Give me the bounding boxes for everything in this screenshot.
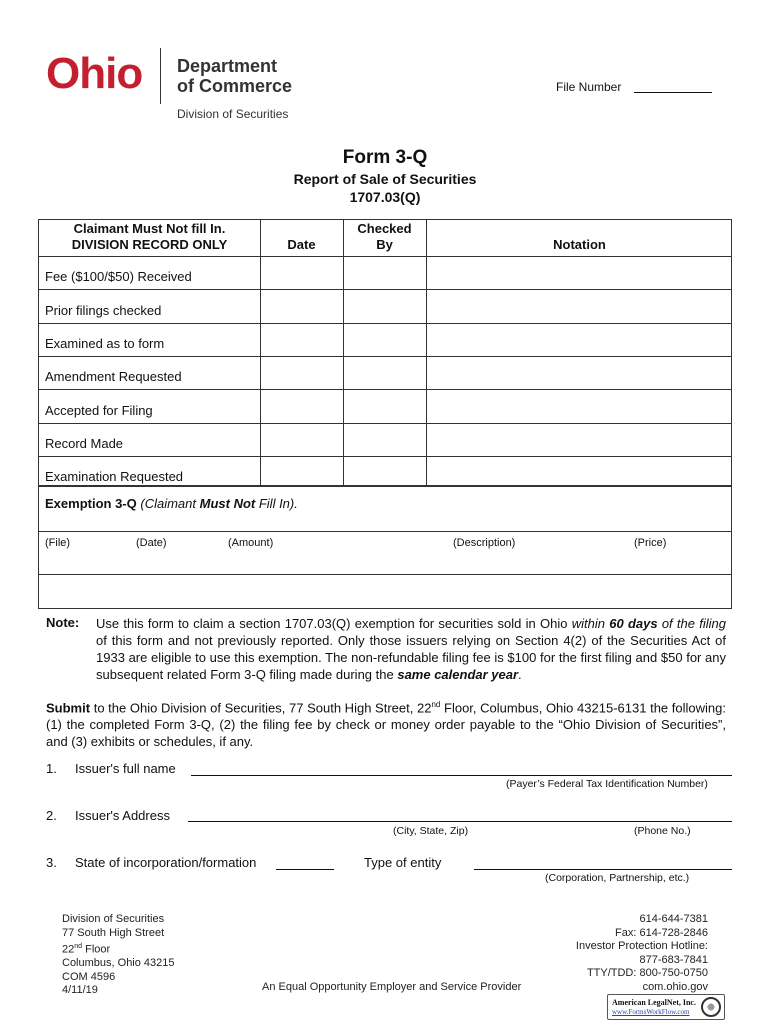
row-divider [39, 323, 731, 324]
submit-part: to the Ohio Division of Securities, 77 South High Street, 22 [90, 700, 432, 716]
dept-line-2: of Commerce [177, 76, 293, 96]
footer-eoe: An Equal Opportunity Employer and Service Provider [262, 981, 522, 993]
form-subtitle: Report of Sale of Securities [293, 171, 477, 187]
note-part: . [518, 667, 522, 682]
field-1-hint: (Payer’s Federal Tax Identification Number) [506, 778, 708, 790]
file-number-field[interactable] [634, 92, 712, 93]
row-divider [39, 289, 731, 290]
field-3-number: 3. [46, 855, 57, 870]
footer-floor-word: Floor [82, 943, 111, 956]
field-2-hint-city: (City, State, Zip) [393, 825, 469, 837]
footer-address-line: Columbus, Ohio 43215 [62, 957, 175, 970]
table-divider [426, 220, 427, 485]
note-part: Use this form to claim a section 1707.03(Q) exemption for securities sold in Ohio [96, 616, 572, 631]
stamp-link[interactable]: www.FormsWorkFlow.com [612, 1008, 690, 1016]
department-name [177, 56, 292, 96]
footer-address [62, 913, 175, 998]
row-divider [39, 356, 731, 357]
footer-floor-sup: nd [74, 943, 83, 950]
note-emphasis: same calendar year [397, 667, 519, 682]
footer-website[interactable]: com.ohio.gov [642, 980, 708, 993]
note-part: within [571, 616, 610, 631]
form-code: 1707.03(Q) [349, 189, 421, 205]
exemption-must-not: Must Not [199, 496, 256, 511]
checked-header-line-1: Checked [357, 221, 412, 236]
submit-bold: Submit [46, 700, 91, 716]
footer-contact-line: 877-683-7841 [639, 953, 708, 966]
form-title: Form 3-Q [342, 147, 428, 168]
footer-contact-line: TTY/TDD: 800-750-0750 [586, 967, 708, 979]
field-2-label: Issuer's Address [75, 808, 170, 823]
exemption-col-price: (Price) [634, 537, 667, 549]
submit-instructions [46, 696, 726, 750]
row-divider [39, 456, 731, 457]
footer-floor-number: 22 [62, 943, 75, 956]
row-record-made: Record Made [45, 436, 124, 451]
footer-contacts [576, 913, 708, 994]
note-emphasis: 60 days [609, 616, 658, 631]
note-label: Note: [46, 615, 80, 630]
field-2-hint-phone: (Phone No.) [634, 825, 691, 837]
claimant-header [39, 221, 260, 253]
entity-type-label: Type of entity [364, 855, 442, 870]
exemption-title-bold: Exemption 3-Q [45, 496, 137, 511]
footer-contact-line: Fax: 614-728-2846 [615, 926, 708, 939]
field-3-label: State of incorporation/formation [75, 855, 257, 870]
exemption-paren-open: (Claimant [140, 496, 200, 511]
submit-part: Floor, Columbus, Ohio 43215-6131 the following: (1) the completed Form 3-Q, (2) the filing fee by check or money order payable to the “Ohio Division of Securities”, and (3) exhibits or schedules, if any. [46, 700, 726, 750]
exemption-col-description: (Description) [453, 537, 516, 549]
seal-icon [701, 997, 721, 1017]
footer-contact-line: 614-644-7381 [639, 913, 708, 925]
division-name: Division of Securities [177, 107, 289, 121]
row-amendment-requested: Amendment Requested [45, 369, 182, 384]
footer-address-line: 77 South High Street [62, 926, 165, 939]
submit-sup: nd [431, 700, 441, 709]
table-divider [260, 220, 261, 485]
row-divider [39, 423, 731, 424]
note-part: of this form and not previously reported. Only those issuers relying on Section 4(2) of the Securities Act of 1933 are eligible to use this exemption. The non-refundable filing fee is $100 for the first filing and $50 for any subsequent related Form 3-Q filing made during the [96, 633, 726, 682]
ohio-logo: Ohio [46, 49, 143, 98]
row-prior-filings: Prior filings checked [45, 303, 162, 318]
row-examined-form: Examined as to form [45, 336, 165, 351]
file-number-label: File Number [556, 80, 622, 94]
legalnet-stamp [607, 994, 725, 1020]
checked-header-line-2: By [376, 237, 393, 252]
row-fee-received: Fee ($100/$50) Received [45, 269, 192, 284]
table-divider [343, 220, 344, 485]
footer-address-line [62, 940, 175, 957]
footer-address-line: Division of Securities [62, 913, 165, 925]
note-text [96, 615, 726, 683]
stamp-company: American LegalNet, Inc. [612, 998, 696, 1007]
row-divider [39, 389, 731, 390]
row-examination-requested: Examination Requested [45, 469, 184, 484]
issuer-name-field[interactable] [191, 775, 732, 776]
date-header: Date [287, 237, 316, 252]
footer-address-line: 4/11/19 [62, 984, 98, 997]
footer-address-line: COM 4596 [62, 970, 116, 983]
exemption-title [45, 496, 298, 511]
issuer-address-field[interactable] [188, 821, 732, 822]
division-record-table [38, 219, 732, 486]
state-incorporation-field[interactable] [276, 869, 334, 870]
footer-contact-line: Investor Protection Hotline: [575, 940, 708, 952]
field-2-number: 2. [46, 808, 57, 823]
dept-line-1: Department [177, 56, 278, 76]
field-1-number: 1. [46, 761, 57, 776]
note-part: of the filing [657, 616, 726, 631]
exemption-col-amount: (Amount) [228, 537, 274, 549]
exemption-divider [39, 574, 731, 575]
row-divider [39, 256, 731, 257]
entity-type-field[interactable] [474, 869, 732, 870]
exemption-col-date: (Date) [136, 537, 167, 549]
row-accepted-filing: Accepted for Filing [45, 403, 153, 418]
field-1-label: Issuer's full name [75, 761, 176, 776]
exemption-box [38, 486, 732, 609]
exemption-paren-close: Fill In). [255, 496, 298, 511]
logo-divider [160, 48, 161, 104]
notation-header: Notation [553, 237, 606, 252]
exemption-col-file: (File) [45, 537, 71, 549]
checked-by-header [343, 221, 426, 253]
claimant-header-line-2: DIVISION RECORD ONLY [71, 237, 228, 252]
field-3-hint: (Corporation, Partnership, etc.) [545, 872, 690, 884]
exemption-divider [39, 531, 731, 532]
claimant-header-line-1: Claimant Must Not fill In. [73, 221, 226, 236]
